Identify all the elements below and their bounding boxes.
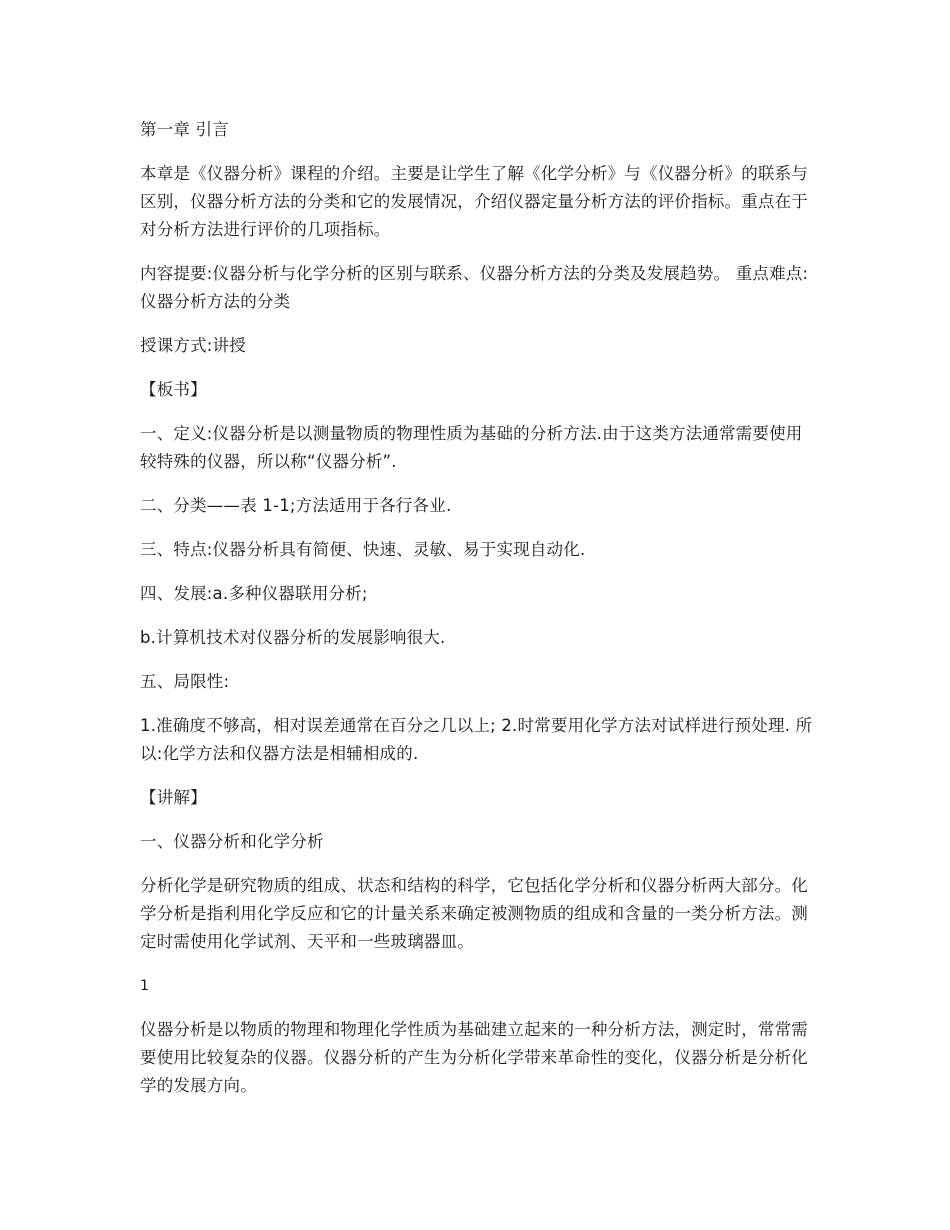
lecture-paragraph-2: 仪器分析是以物质的物理和物理化学性质为基础建立起来的一种分析方法，测定时，常常需要使用比较复杂的仪器。仪器分析的产生为分析化学带来革命性的变化，仪器分析是分析化学的发展方向。 bbox=[140, 1020, 808, 1095]
board-item-development-a: 四、发展:a.多种仪器联用分析; bbox=[140, 584, 368, 603]
intro-paragraph: 本章是《仪器分析》课程的介绍。主要是让学生了解《化学分析》与《仪器分析》的联系与区别，仪器分析方法的分类和它的发展情况，介绍仪器定量分析方法的评价指标。重点在于对分析方法进行评价的几项指标。 bbox=[140, 164, 808, 239]
board-item-limitations: 五、局限性: bbox=[140, 672, 230, 691]
document-page bbox=[140, 116, 815, 1116]
lecture-heading: 【讲解】 bbox=[140, 788, 207, 807]
page-number: 1 bbox=[140, 978, 149, 994]
board-item-features: 三、特点:仪器分析具有简便、快速、灵敏、易于实现自动化. bbox=[140, 540, 586, 559]
board-item-definition: 一、定义:仪器分析是以测量物质的物理性质为基础的分析方法.由于这类方法通常需要使用较特殊的仪器，所以称“仪器分析”. bbox=[140, 424, 803, 471]
lecture-subheading: 一、仪器分析和化学分析 bbox=[140, 832, 324, 851]
board-item-limitations-detail: 1.准确度不够高，相对误差通常在百分之几以上; 2.时常要用化学方法对试样进行预处理. 所以:化学方法和仪器方法是相辅相成的. bbox=[140, 716, 813, 763]
chapter-title: 第一章 引言 bbox=[140, 120, 229, 139]
board-item-development-b: b.计算机技术对仪器分析的发展影响很大. bbox=[140, 628, 446, 647]
teaching-method: 授课方式:讲授 bbox=[140, 336, 246, 355]
board-item-classification: 二、分类——表 1-1;方法适用于各行各业. bbox=[140, 496, 452, 515]
lecture-paragraph-1: 分析化学是研究物质的组成、状态和结构的科学，它包括化学分析和仪器分析两大部分。化学分析是指利用化学反应和它的计量关系来确定被测物质的组成和含量的一类分析方法。测定时需使用化学试剂、天平和一些玻璃器皿。 bbox=[140, 876, 808, 951]
summary-paragraph: 内容提要:仪器分析与化学分析的区别与联系、仪器分析方法的分类及发展趋势。 重点难点:仪器分析方法的分类 bbox=[140, 264, 809, 311]
board-heading: 【板书】 bbox=[140, 380, 207, 399]
